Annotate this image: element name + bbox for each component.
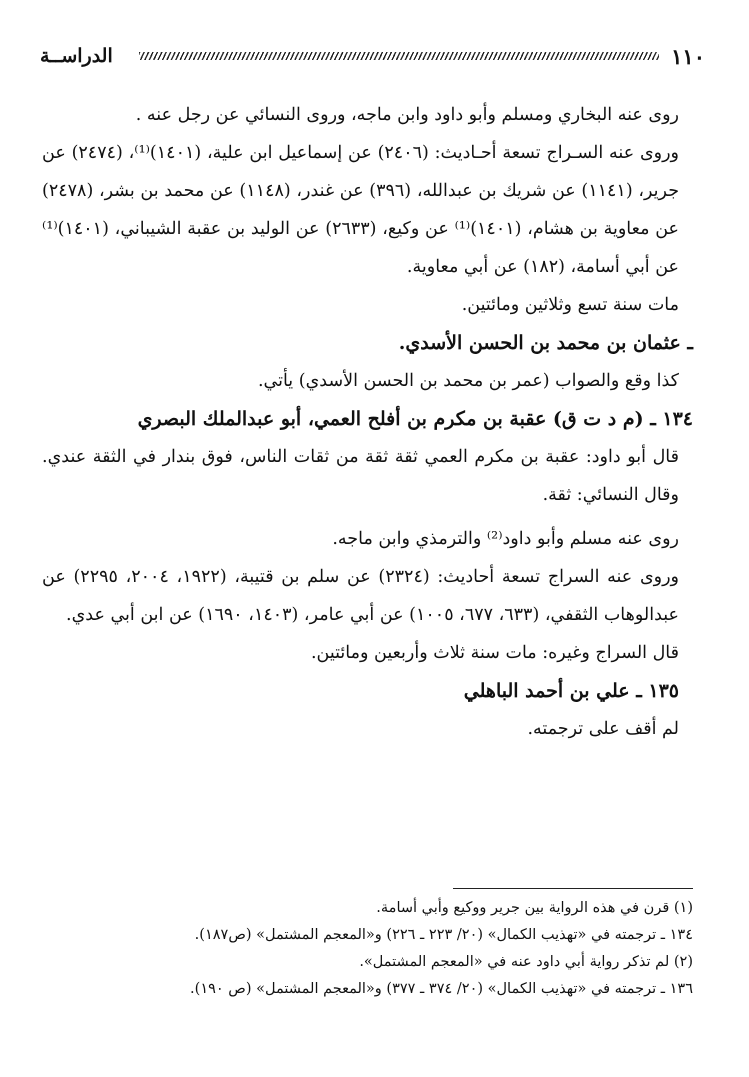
footnote-136: ١٣٦ ـ ترجمته في «تهذيب الكمال» (٢٠/ ٣٧٤ ـ ٣٧٧) و«المعجم المشتمل» (ص ١٩٠). [190, 981, 693, 997]
entry-heading-135: ١٣٥ ـ علي بن أحمد الباهلي [463, 680, 679, 702]
paragraph-death-134: قال السراج وغيره: مات سنة ثلاث وأربعين ومائتين. [310, 643, 679, 663]
paragraph-death: مات سنة تسع وثلاثين ومائتين. [461, 295, 679, 315]
footnote-2: (٢) لم تذكر رواية أبي داود عنه في «المعجم المشتمل». [359, 954, 693, 970]
paragraph-abu-dawud: قال أبو داود: عقبة بن مكرم العمي ثقة ثقة من ثقات الناس، فوق بندار في الثقة عندي. وقال النسائي: ثقة. [42, 447, 679, 505]
paragraph-no-biography: لم أقف على ترجمته. [527, 719, 679, 739]
main-text [42, 96, 693, 748]
entry-heading-134: ١٣٤ ـ (م د ت ق) عقبة بن مكرم بن أفلح العمي، أبو عبدالملك البصري [137, 408, 693, 430]
header-rule [139, 52, 659, 60]
paragraph-narrators: روى عنه البخاري ومسلم وأبو داود وابن ماجه، وروى النسائي عن رجل عنه . [135, 105, 679, 125]
footnote-1: (١) قرن في هذه الرواية بين جرير ووكيع وأبي أسامة. [376, 900, 693, 916]
footnote-separator [453, 888, 693, 889]
paragraph-narrators-134: روى عنه مسلم وأبو داود⁽²⁾ والترمذي وابن ماجه. [332, 529, 679, 549]
page-number: ١١٠ [671, 43, 705, 69]
paragraph-correction: كذا وقع والصواب (عمر بن محمد بن الحسن الأسدي) يأتي. [257, 371, 679, 391]
footnote-134: ١٣٤ ـ ترجمته في «تهذيب الكمال» (٢٠/ ٢٢٣ ـ ٢٢٦) و«المعجم المشتمل» (ص١٨٧). [194, 927, 693, 943]
entry-heading-uthman: ـ عثمان بن محمد بن الحسن الأسدي. [398, 332, 693, 354]
paragraph-siraj-hadiths-134: وروى عنه السراج تسعة أحاديث: (٢٣٢٤) عن سلم بن قتيبة، (١٩٢٢، ٢٠٠٤، ٢٢٩٥) عن عبدالوهاب الثقفي، (٦٣٣، ٦٧٧، ١٠٠٥) عن أبي عامر، (١٤٠٣، ١٦٩٠) عن ابن أبي عدي. [42, 567, 679, 625]
footnotes [42, 888, 693, 1003]
page-header [40, 36, 705, 76]
paragraph-siraj-hadiths: وروى عنه السـراج تسعة أحـاديث: (٢٤٠٦) عن إسماعيل ابن علية، (١٤٠١)⁽¹⁾، (٢٤٧٤) عن جرير، (١١٤١) عن شريك بن عبدالله، (٣٩٦) عن غندر، (١١٤٨) عن محمد بن بشر، (٢٤٧٨) عن معاوية بن هشام، (١٤٠١)⁽¹⁾ عن وكيع، (٢٦٣٣) عن الوليد بن عقبة الشيباني، (١٤٠١)⁽¹⁾ عن أبي أسامة، (١٨٢) عن أبي معاوية. [42, 143, 680, 277]
section-title: الدراســة [40, 45, 113, 67]
